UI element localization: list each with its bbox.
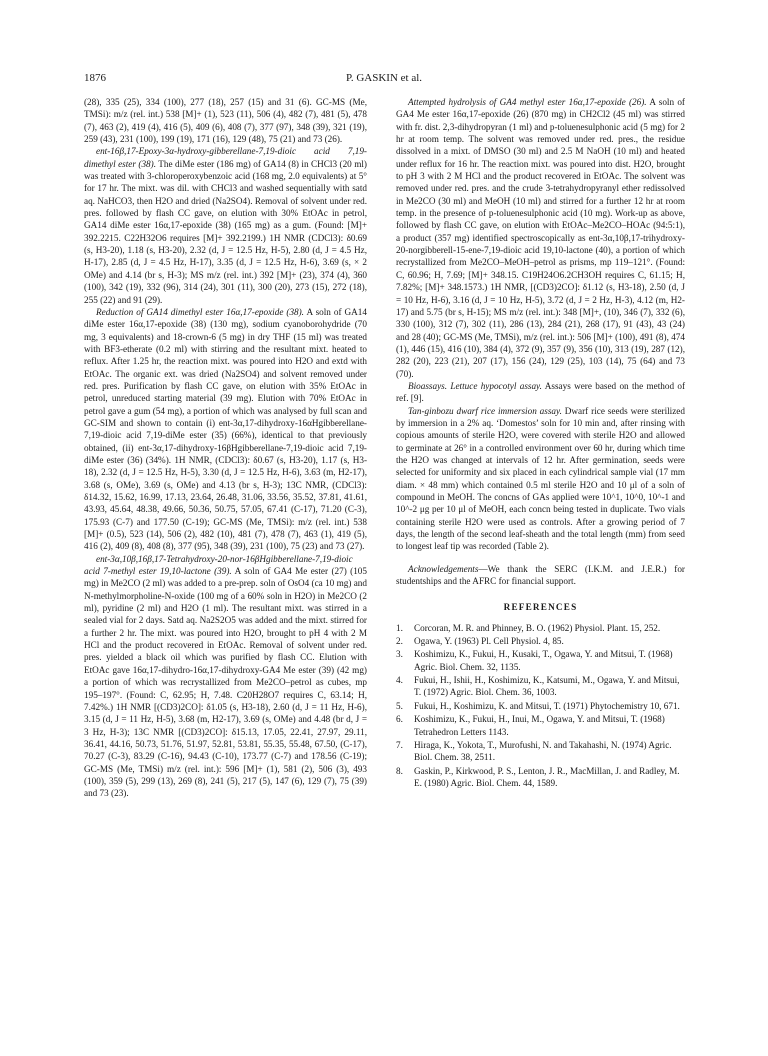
paragraph-title: ent-16β,17-Epoxy-3α-hydroxy-gibberellane-7,19-dioic acid 7,19-dimethyl ester (38). — [84, 146, 367, 169]
paragraph-title: Reduction of GA14 dimethyl ester 16α,17-epoxide (38). — [96, 306, 304, 317]
paragraph-title: Bioassays. Lettuce hypocotyl assay. — [408, 380, 542, 391]
reference-item: 7. Hiraga, K., Yokota, T., Murofushi, N. and Takahashi, N. (1974) Agric. Biol. Chem. 38, 2511. — [396, 739, 672, 763]
paragraph-bioassays: Bioassays. Lettuce hypocotyl assay. Assays were based on the method of ref. [9]. — [396, 380, 685, 404]
reference-item: 3. Koshimizu, K., Fukui, H., Kusaki, T., Ogawa, Y. and Mitsui, T. (1968) Agric. Biol. Chem. 32, 1135. — [396, 649, 673, 672]
reference-number: 1. — [396, 622, 403, 633]
reference-number: 7. — [396, 739, 403, 750]
reference-item: 6. Koshimizu, K., Fukui, H., Inui, M., Ogawa, Y. and Mitsui, T. (1968) Tetrahedron Letters 1143. — [396, 714, 665, 737]
paragraph-title: ent-3α,10β,16β,17-Tetrahydroxy-20-nor-16βHgibberellane-7,19-dioic acid 7-methyl ester 19,10-lactone (39). — [84, 553, 353, 577]
reference-number: 2. — [396, 636, 403, 647]
reference-number: 8. — [396, 765, 403, 776]
page-number: 1876 — [84, 72, 106, 84]
paragraph-title: Attempted hydrolysis of GA4 methyl ester 16α,17-epoxide (26). — [408, 97, 647, 107]
paragraph-lactone-39: ent-3α,10β,16β,17-Tetrahydroxy-20-nor-16βHgibberellane-7,19-dioic acid 7-methyl ester 19,10-lactone (39). A soln of GA4 Me ester (27) (105 mg) in Me2CO (2 ml) was added to a pre-prep. soln of OsO4 (ca 10 mg) and N-methylmorpholine-N-oxide (100 mg of a 60% soln in H2O) in Me2CO (2 ml), pyridine (2 ml) and H2O (1 ml). The resultant mixt. was stirred in a sealed vial for 2 days. Satd aq. Na2S2O5 was added and the mixt. stirred for a further 2 hr. The mixt. was poured into H2O, brought to pH 4 with 2 M HCl and the product recovered in EtOAc. Removal of solvent under red. pres. yielded a black oil which was purified by flash CC. Elution with EtOAc gave 16α,17-dihydro-16α,17-dihydroxy-GA4 Me ester (39) (42 mg) a portion of which was recrystallized from Me2CO–petrol as cubes, mp 195–197°. (Found: C, 62.95; H, 7.48. C20H28O7 requires C, 63.14; H, 7.42%.) 1H NMR [(CD3)2CO]: δ1.05 (s, H3-18), 2.60 (d, J = 11 Hz, H-6), 3.15 (d, J = 11 Hz, H-5), 3.68 (m, H2-17), 3.69 (s, OMe) and 4.48 (br d, J = 3 Hz, H-3); 13C NMR [(CD3)2CO]: δ15.13, 17.05, 22.41, 27.97, 29.11, 36.41, 44.16, 50.73, 51.76, 51.97, 52.81, 53.81, 55.35, 55.48, 67.50, (C-17), 70.27 (C-3), 83.29 (C-16), 94.43 (C-10), 173.77 (C-7) and 178.56 (C-19); GC-MS (Me, TMSi) m/z (rel. int.): 596 [M]+ (1), 581 (2), 506 (3), 493 (100), 359 (5), 299 (13), 269 (8), 241 (5), 217 (5), 147 (6), 129 (7), 75 (39) and 73 (23). — [84, 553, 367, 799]
paragraph-ms-continuation: (28), 335 (25), 334 (100), 277 (18), 257 (15) and 31 (6). GC-MS (Me, TMSi): m/z (rel. int.) 538 [M]+ (1), 523 (11), 506 (4), 482 (7), 481 (5), 478 (7), 463 (2), 419 (4), 416 (5), 409 (6), 408 (7), 377 (97), 348 (39), 321 (19), 259 (43), 231 (100), 199 (19), 171 (16), 129 (48), 75 (21) and 73 (26). — [84, 97, 367, 145]
paragraph-epoxide-38: ent-16β,17-Epoxy-3α-hydroxy-gibberellane-7,19-dioic acid 7,19-dimethyl ester (38). The diMe ester (186 mg) of GA14 (8) in CHCl3 (20 ml) was treated with 3-chloroperoxybenzoic acid (168 mg, 2.0 equivalents) at 5° for 17 hr. The mixt. was dil. with CHCl3 and washed sequentially with satd aq. NaHCO3, then H2O and dried (Na2SO4). Removal of solvent under red. pres. followed by flash CC gave, on elution with 30% EtOAc in petrol, GA14 diMe ester 16α,17-epoxide (38) (165 mg) as a gum. (Found: [M]+ 392.2215. C22H32O6 requires [M]+ 392.2199.) 1H NMR (CDCl3): δ0.69 (s, H3-20), 1.18 (s, H3-20), 2.32 (d, J = 12.5 Hz, H-5), 2.80 (d, J = 4.5 Hz, H-17), 2.85 (d, J = 4.5 Hz, H-17), 3.35 (d, J = 12.5 Hz, H-6), 3.69 (s, × 2 OMe) and 4.14 (br s, H-3); MS m/z (rel. int.) 392 [M]+ (23), 374 (4), 360 (100), 342 (19), 332 (96), 314 (24), 301 (11), 300 (20), 273 (15), 272 (18), 255 (22) and 91 (29). — [84, 146, 367, 305]
paragraph-rice-assay: Tan-ginbozu dwarf rice immersion assay. Dwarf rice seeds were sterilized by immersion in a 2% aq. ‘Domestos’ soln for 10 min and, after rinsing with copious amounts of sterile H2O, were covered with sterile H2O and allowed to germinate at 26° in a controlled environment over 60 hr, during which time the H2O was changed at intervals of 12 hr. After germination, seeds were selected for uniformity and six placed in each cylindrical sample vial (17 mm diam. × 48 mm) which contained 0.5 ml sterile H2O and 10 μl of a soln of compound in MeOH. The concns of GAs applied were 10^1, 10^0, 10^-1 and 10^-2 μg per 10 μl of MeOH, each concn being tested in duplicate. Two vials containing sterile H2O were used as controls. After a growing period of 7 days, the length of the second leaf-sheath and the total length (mm) from seed to longest leaf tip was recorded (Table 2). — [396, 405, 685, 552]
reference-list — [396, 622, 685, 789]
paragraph-title: Tan-ginbozu dwarf rice immersion assay. — [408, 405, 562, 416]
reference-item: 1. Corcoran, M. R. and Phinney, B. O. (1962) Physiol. Plant. 15, 252. — [396, 622, 661, 633]
reference-item: 8. Gaskin, P., Kirkwood, P. S., Lenton, J. R., MacMillan, J. and Radley, M. E. (1980) Agric. Biol. Chem. 44, 1589. — [396, 765, 680, 788]
left-column — [84, 96, 367, 800]
reference-item: 4. Fukui, H., Ishii, H., Koshimizu, K., Katsumi, M., Ogawa, Y. and Mitsui, T. (1972) Agric. Biol. Chem. 36, 1003. — [396, 675, 680, 698]
references-heading: REFERENCES — [503, 602, 578, 613]
reference-number: 3. — [396, 649, 403, 660]
acknowledgements: Acknowledgements—We thank the SERC (I.K.M. and J.E.R.) for studentships and the AFRC for financial support. — [396, 563, 685, 587]
reference-item: 2. Ogawa, Y. (1963) Pl. Cell Physiol. 4, 85. — [396, 636, 564, 647]
reference-number: 4. — [396, 675, 403, 686]
right-column — [396, 96, 685, 790]
reference-number: 6. — [396, 714, 403, 725]
reference-number: 5. — [396, 700, 403, 711]
reference-item: 5. Fukui, H., Koshimizu, K. and Mitsui, T. (1971) Phytochemistry 10, 671. — [396, 700, 680, 711]
paragraph-hydrolysis: Attempted hydrolysis of GA4 methyl ester 16α,17-epoxide (26). A soln of GA4 Me ester 16α,17-epoxide (26) (870 mg) in CH2Cl2 (45 ml) was stirred with fr. dist. 2,3-dihydropyran (1 ml) and p-toluenesulphonic acid (5 mg) for 2 hr at room temp. The solvent was removed under red. pres., the residue dissolved in a mixt. of DMSO (30 ml) and 2.5 M NaOH (10 ml) and heated under reflux for 16 hr. The reaction mixt. was poured into dist. H2O, brought to pH 3 with 2 M HCl and the product recovered in EtOAc. The solvent was removed under red. pres. and the crude 3-tetrahydropyranyl ether redissolved in Me2CO (30 ml) and MeOH (10 ml) and stirred for a further 12 hr at room temp. in the presence of p-toluenesulphonic acid (10 mg). Work-up as above, followed by flash CC gave, on elution with EtOAc–Me2CO–HOAc (94:5:1), a product (357 mg) identified spectroscopically as ent-3α,10β,17-trihydroxy-20-norgibberell-15-ene-7,19-dioic acid 19,10-lactone (40), a portion of which recrystallized from Me2CO–MeOH–petrol as prisms, mp 119–121°. (Found: C, 60.96; H, 7.69; [M]+ 348.15. C19H24O6.2CH3OH requires C, 61.15; H, 7.82%; [M]+ 348.1573.) 1H NMR, [(CD3)2CO]: δ1.12 (s, H3-18), 2.50 (d, J = 10 Hz, H-6), 3.16 (d, J = 10 Hz, H-5), 3.72 (d, J = 2 Hz, H-3), 4.12 (m, H2-17) and 5.75 (br s, H-15); MS m/z (rel. int.): 348 [M]+, (10), 346 (7), 332 (6), 330 (100), 312 (7), 302 (11), 286 (13), 284 (21), 268 (17), 91 (43), 43 (24) and 28 (40); GC-MS (Me, TMSi), m/z (rel. int.): 506 [M]+ (100), 491 (8), 474 (1), 446 (15), 416 (10), 384 (4), 372 (9), 357 (9), 356 (10), 313 (19), 287 (12), 282 (20), 223 (21), 207 (17), 156 (24), 129 (25), 103 (14), 75 (64) and 73 (70). — [396, 97, 685, 379]
running-head: P. GASKIN et al. — [345, 72, 423, 84]
ack-title: Acknowledgements — [408, 563, 479, 574]
paragraph-reduction: Reduction of GA14 dimethyl ester 16α,17-epoxide (38). A soln of GA14 diMe ester 16α,17-epoxide (38) (130 mg), sodium cyanoborohydride (70 mg, 3 equivalents) and 18-crown-6 (5 mg) in dry THF (15 ml) was treated with BF3-etherate (0.2 ml) with stirring and the resultant mixt. heated to reflux. After 1.25 hr, the reaction mixt. was poured into H2O and extd with EtOAc. The organic ext. was dried (Na2SO4) and solvent removed under red. pres. Purification by flash CC gave, on elution with 35% EtOAc in petrol, unreduced starting material (39 mg). Elution with 70% EtOAc in petrol gave a gum (54 mg), a portion of which was analysed by full scan and GC-SIM and shown to contain (i) ent-3α,17-dihydroxy-16αHgibberellane-7,19-dioic acid 7,19-diMe ester (35) (66%), identical to that previously obtained, (ii) ent-3α,17-dihydroxy-16βHgibberellane-7,19-dioic acid 7,19-diMe ester (36) (34%). 1H NMR, (CDCl3): δ0.67 (s, H3-20), 1.17 (s, H3-18), 2.32 (d, J = 12.5 Hz, H-5), 3.30 (d, J = 12.5 Hz, H-6), 3.63 (m, H2-17), 3.68 (s, OMe), 3.69 (s, OMe) and 4.13 (br s, H-3); 13C NMR, (CDCl3): δ14.32, 15.62, 16.99, 17.13, 23.64, 26.48, 31.06, 33.56, 35.52, 37.81, 41.61, 43.93, 45.64, 48.38, 49.66, 50.36, 50.75, 57.05, 67.41 (C-17), 71.20 (C-3), 175.93 (C-7) and 177.50 (C-19); GC-MS (Me, TMSi): m/z (rel. int.) 538 [M]+ (0.5), 523 (14), 506 (2), 482 (10), 481 (7), 478 (7), 463 (1), 419 (5), 416 (2), 409 (8), 408 (8), 377 (95), 348 (39), 231 (100), 75 (23) and 73 (27). — [84, 306, 367, 552]
